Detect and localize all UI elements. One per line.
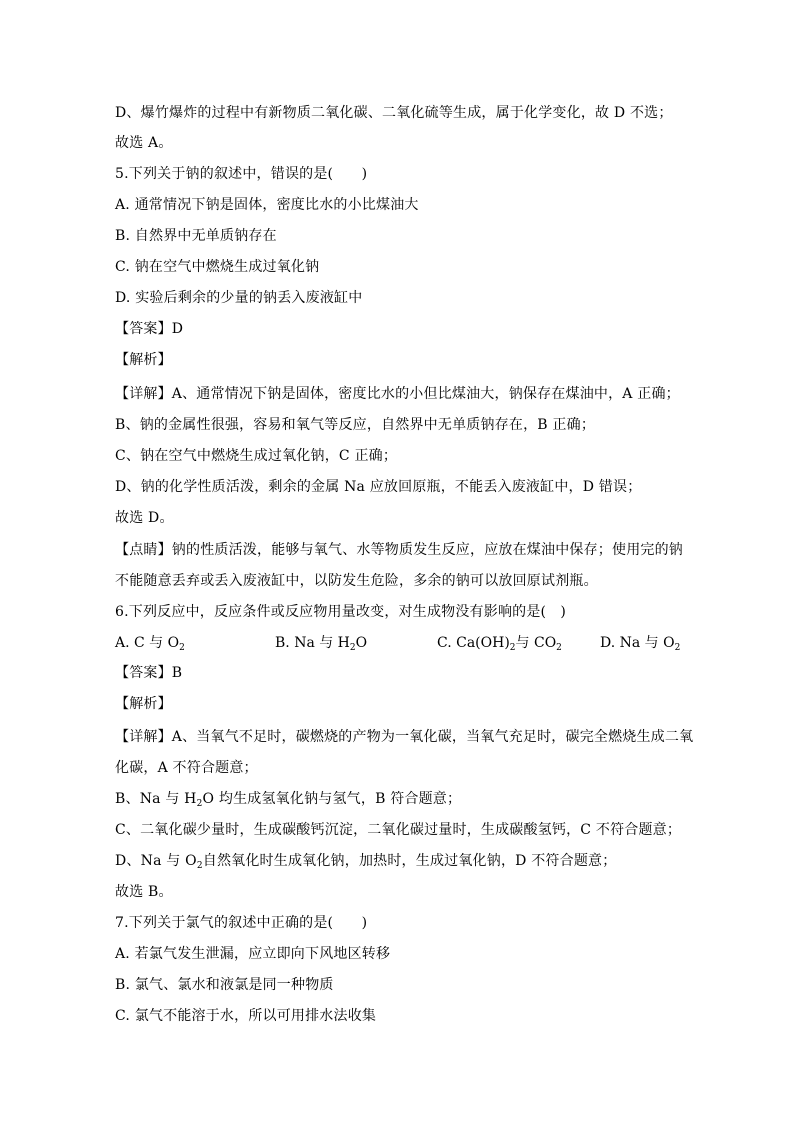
- q6-option-a: A. C 与 $O_2$: [115, 635, 185, 653]
- text-line: D、爆竹爆炸的过程中有新物质二氧化碳、二氧化硫等生成，属于化学变化，故 D 不选；: [115, 105, 673, 121]
- q5-analysis-heading: 【解析】: [115, 352, 172, 368]
- q6-detail-line-d: D、Na 与 $O_2$自然氧化时生成氧化钠，加热时，生成过氧化钠，D 不符合题意；: [115, 853, 617, 871]
- question-5-stem: 5.下列关于钠的叙述中，错误的是( ): [115, 166, 368, 182]
- question-6-stem: 6.下列反应中，反应条件或反应物用量改变，对生成物没有影响的是( ): [115, 604, 567, 620]
- q6-option-c: C. $Ca(OH)_2$与 $CO_2$: [437, 635, 562, 653]
- q5-detail-line: B、钠的金属性很强，容易和氧气等反应，自然界中无单质钠存在，B 正确；: [115, 417, 596, 433]
- q5-choice-line: 故选 D。: [115, 510, 174, 526]
- q6-detail-line: C、二氧化碳少量时，生成碳酸钙沉淀，二氧化碳过量时，生成碳酸氢钙，C 不符合题意；: [115, 822, 682, 838]
- text-line: 故选 A。: [115, 135, 173, 151]
- q5-detail-line: C、钠在空气中燃烧生成过氧化钠，C 正确；: [115, 448, 398, 464]
- q6-option-d: D. Na 与 $O_2$: [600, 635, 681, 653]
- q6-choice-line: 故选 B。: [115, 884, 173, 900]
- q5-key-point: 不能随意丢弃或丢入废液缸中，以防发生危险，多余的钠可以放回原试剂瓶。: [115, 573, 598, 589]
- q5-key-point: 【点睛】钠的性质活泼，能够与氧气、水等物质发生反应，应放在煤油中保存；使用完的钠: [115, 542, 683, 558]
- q5-option-c: C. 钠在空气中燃烧生成过氧化钠: [115, 259, 320, 275]
- q7-option-b: B. 氯气、氯水和液氯是同一种物质: [115, 977, 334, 993]
- q5-option-d: D. 实验后剩余的少量的钠丢入废液缸中: [115, 290, 363, 306]
- q6-analysis-heading: 【解析】: [115, 696, 172, 712]
- q6-detail-line: 【详解】A、当氧气不足时，碳燃烧的产物为一氧化碳，当氧气充足时，碳完全燃烧生成二氧: [115, 729, 694, 745]
- q5-option-a: A. 通常情况下钠是固体，密度比水的小比煤油大: [115, 197, 419, 213]
- q6-detail-line-b: B、Na 与 $H_2O$ 均生成氢氧化钠与氢气，B 符合题意；: [115, 791, 462, 809]
- q6-options-row: [115, 633, 695, 653]
- q6-detail-line: 化碳，A 不符合题意；: [115, 760, 258, 776]
- q5-detail-line: 【详解】A、通常情况下钠是固体，密度比水的小但比煤油大，钠保存在煤油中，A 正确；: [115, 386, 680, 402]
- q5-detail-line: D、钠的化学性质活泼，剩余的金属 Na 应放回原瓶，不能丢入废液缸中，D 错误；: [115, 479, 642, 495]
- q6-answer: 【答案】B: [115, 665, 183, 681]
- q7-option-a: A. 若氯气发生泄漏，应立即向下风地区转移: [115, 946, 391, 962]
- q6-option-b: B. Na 与 $H_2O$: [275, 635, 368, 653]
- q7-option-c: C. 氯气不能溶于水，所以可用排水法收集: [115, 1008, 377, 1024]
- q5-answer: 【答案】D: [115, 321, 184, 337]
- q5-option-b: B. 自然界中无单质钠存在: [115, 228, 277, 244]
- question-7-stem: 7.下列关于氯气的叙述中正确的是( ): [115, 915, 368, 931]
